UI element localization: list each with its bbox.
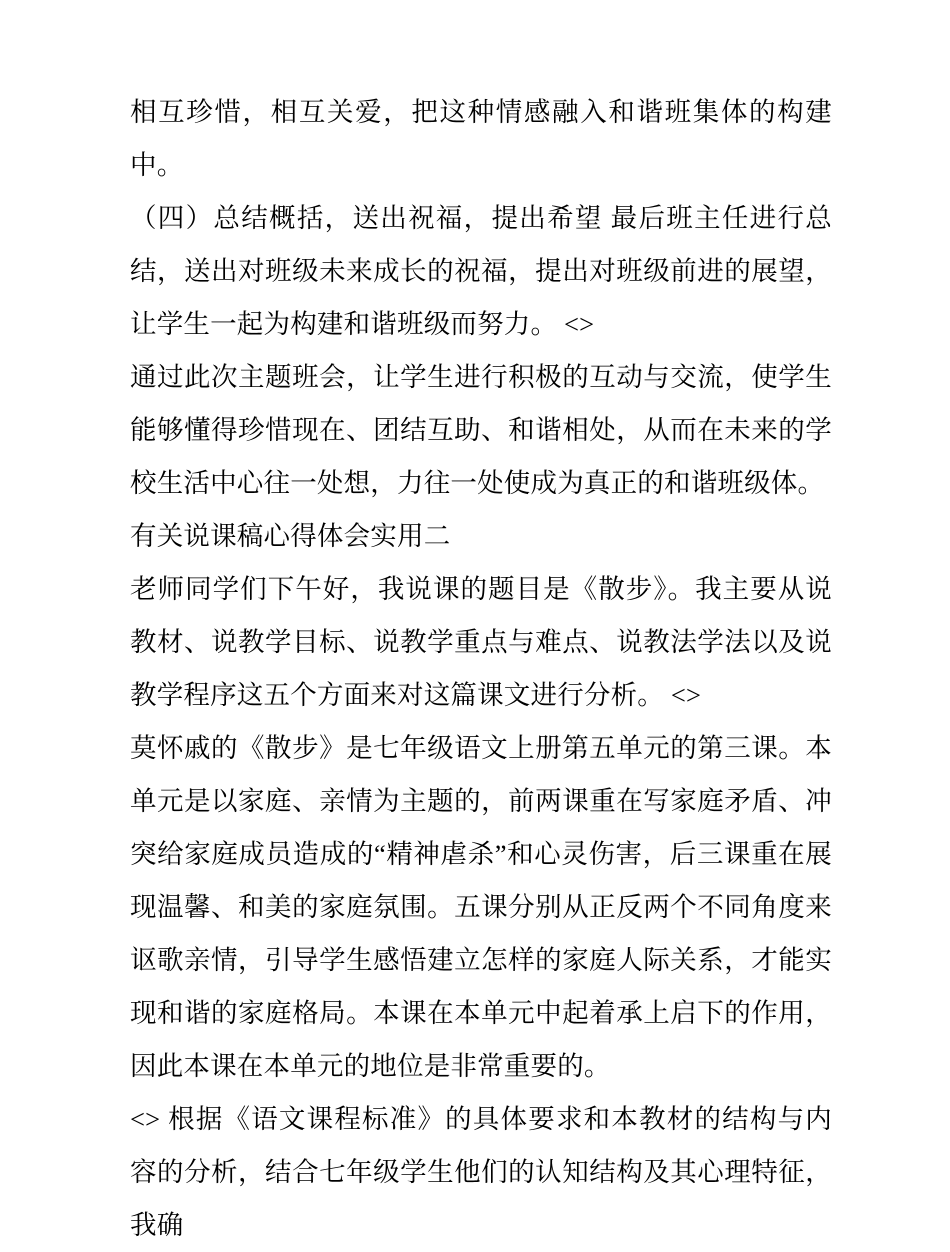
- paragraph: 相互珍惜，相互关爱，把这种情感融入和谐班集体的构建中。: [130, 97, 832, 180]
- paragraph: （四）总结概括，送出祝福，提出希望 最后班主任进行总结，送出对班级未来成长的祝福，提出对班级前进的展望，让学生一起为构建和谐班级而努力。 <>: [130, 203, 832, 339]
- paragraph: 莫怀戚的《散步》是七年级语文上册第五单元的第三课。本单元是以家庭、亲情为主题的，前两课重在写家庭矛盾、冲突给家庭成员造成的“精神虐杀”和心灵伤害，后三课重在展现温馨、和美的家庭氛围。五课分别从正反两个不同角度来讴歌亲情，引导学生感悟建立怎样的家庭人际关系，才能实现和谐的家庭格局。本课在本单元中起着承上启下的作用，因此本课在本单元的地位是非常重要的。: [130, 733, 832, 1081]
- paragraph: 通过此次主题班会，让学生进行积极的互动与交流，使学生能够懂得珍惜现在、团结互助、和谐相处，从而在未来的学校生活中心往一处想，力往一处使成为真正的和谐班级体。: [130, 362, 832, 498]
- document-text-body: [130, 86, 832, 1252]
- section-heading: 有关说课稿心得体会实用二: [130, 521, 451, 551]
- paragraph: <> 根据《语文课程标准》的具体要求和本教材的结构与内容的分析，结合七年级学生他们的认知结构及其心理特征，我确: [130, 1104, 832, 1240]
- paragraph: 老师同学们下午好，我说课的题目是《散步》。我主要从说教材、说教学目标、说教学重点与难点、说教法学法以及说教学程序这五个方面来对这篇课文进行分析。 <>: [130, 574, 832, 710]
